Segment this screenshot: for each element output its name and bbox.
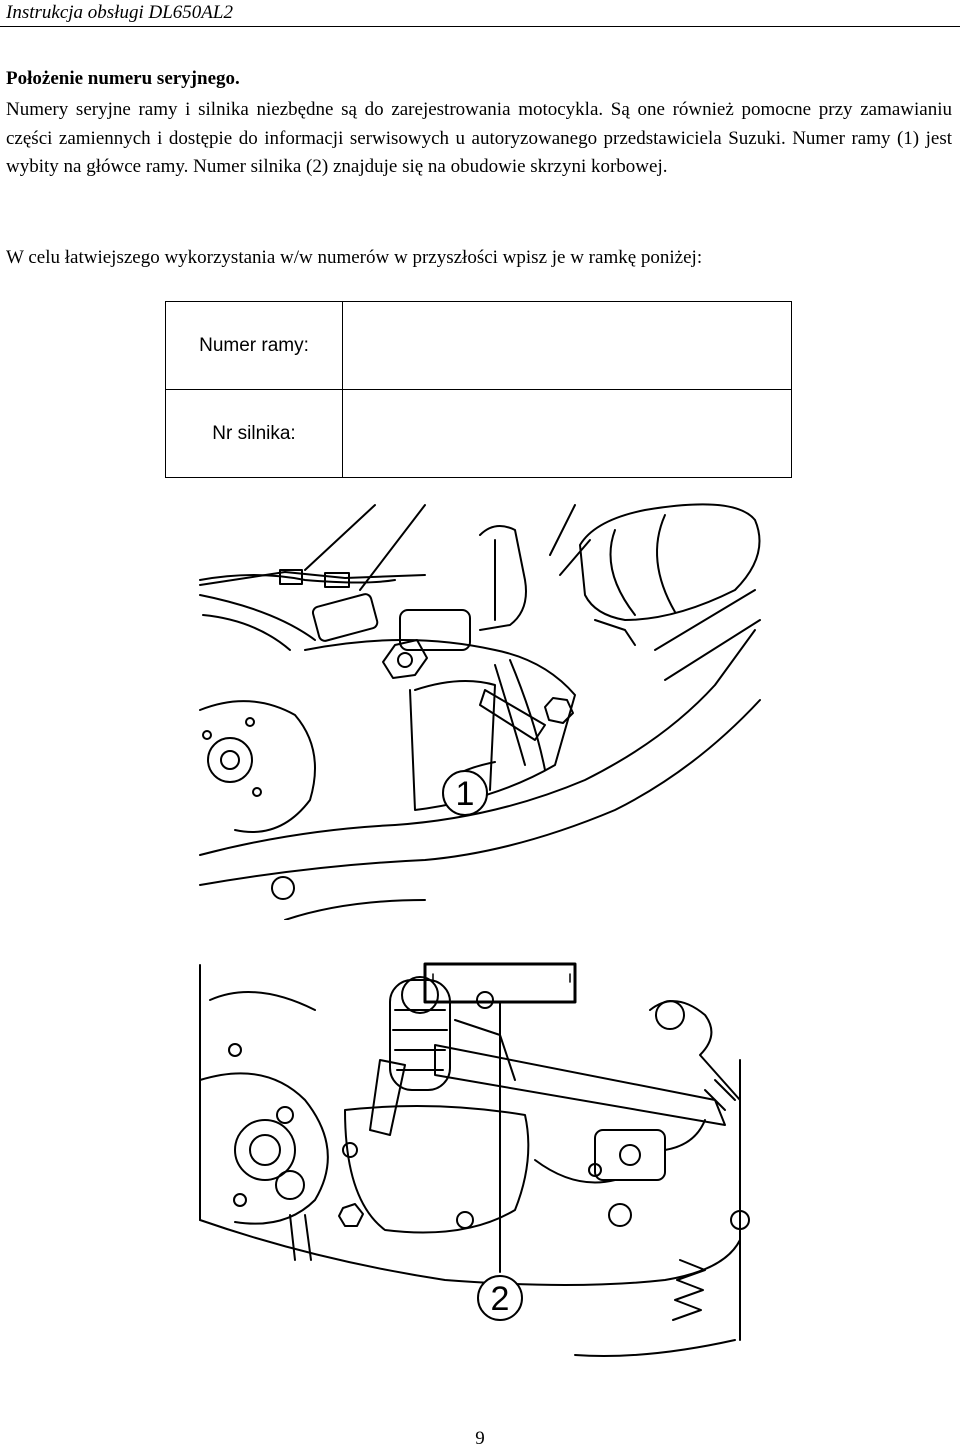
document-header: Instrukcja obsługi DL650AL2: [6, 2, 233, 23]
header-divider: [0, 26, 960, 27]
frame-number-label: Numer ramy:: [166, 302, 343, 390]
engine-callout-number: 2: [490, 1280, 510, 1318]
section-title: Położenie numeru seryjnego.: [6, 68, 240, 89]
page-number: 9: [475, 1428, 485, 1449]
frame-callout-number: 1: [455, 775, 475, 813]
intro-paragraph: Numery seryjne ramy i silnika niezbędne są do zarejestrowania motocykla. Są one również pomocne przy zamawianiu części zamiennych i dostępie do informacji serwisowych u autoryzowanego przedstawiciela Suzuki. Numer ramy (1) jest wybity na główce ramy. Numer silnika (2) znajduje się na obudowie skrzyni korbowej.: [6, 99, 952, 177]
engine-number-illustration: [195, 960, 765, 1380]
engine-number-label: Nr silnika:: [166, 390, 343, 478]
frame-number-illustration: [195, 500, 770, 920]
frame-number-field[interactable]: [343, 302, 792, 390]
serial-number-table: [165, 301, 792, 478]
frame-number-row: [166, 302, 792, 390]
engine-number-field[interactable]: [343, 390, 792, 478]
instruction-paragraph: W celu łatwiejszego wykorzystania w/w numerów w przyszłości wpisz je w ramkę poniżej:: [6, 247, 703, 268]
engine-number-row: [166, 390, 792, 478]
